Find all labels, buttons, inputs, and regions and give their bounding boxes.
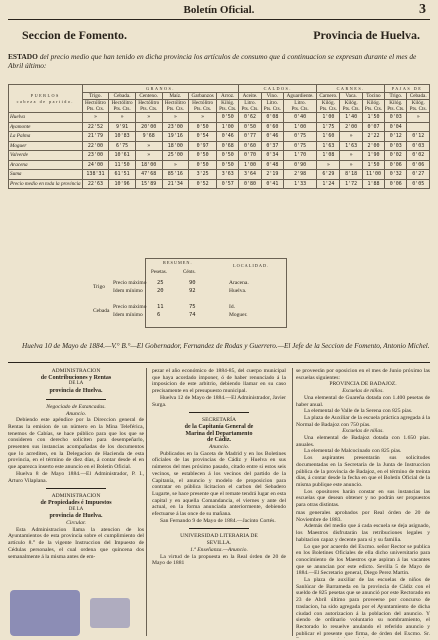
column-4 bbox=[296, 510, 430, 638]
province-title: Provincia de Huelva. bbox=[313, 28, 420, 42]
table-cell: 1'40 bbox=[340, 113, 362, 123]
table-cell: 0'12 bbox=[385, 132, 407, 142]
c2-p5: La virtud de la propuesta en la Real órden de 20 de Mayo de 1881 bbox=[152, 553, 286, 567]
unit-label: Litro. bbox=[266, 100, 279, 106]
row-label: Valverde bbox=[9, 151, 83, 161]
library-stamp bbox=[10, 590, 80, 636]
table-cell: 10'61 bbox=[109, 151, 136, 161]
c3-p2: Una elemental de Guareña dotada con 1.400 pesetas de haber anual. bbox=[296, 394, 430, 408]
col-header-1: Cebada. bbox=[109, 93, 136, 100]
page-number: 3 bbox=[419, 2, 426, 17]
c3-p7: Los aspirantes presentarán sus solicitudes documentadas en la Secretaría de la Junta de Instruccion pública de la provincia de Badajoz, en el término de treinta días, á contar desde la fecha en que el Boletín Oficial de la misma publique este anuncio. bbox=[296, 455, 430, 488]
c1-h4: provincia de Huelva. bbox=[49, 388, 103, 395]
unit-header-3 bbox=[162, 100, 189, 113]
table-cell: 0'06 bbox=[385, 179, 407, 189]
table-cell: 2'00 bbox=[362, 141, 384, 151]
table-cell: 0'50 bbox=[189, 151, 217, 161]
table-cell: 0'08 bbox=[261, 113, 283, 123]
c1-p3: Esta Administracion llama la atencion de los Ayuntamientos de esta provincia sobre el cumplimiento del artículo 8.° de la vigente Instruccion del Impuesto de Cédulas personales, el cual ordena que quincena dos semanalmente á la misma antes de em- bbox=[8, 526, 144, 560]
table-cell: 0'60 bbox=[239, 141, 261, 151]
c2-h5: UNIVERSIDAD LITERARIA DE bbox=[180, 533, 258, 540]
column-divider-2 bbox=[292, 368, 293, 636]
unit-sublabel: Pts. Cts. bbox=[86, 106, 105, 112]
table-cell: 2'22 bbox=[362, 132, 384, 142]
unit-label: Kilóg. bbox=[389, 100, 403, 106]
summary-r1-pesetas: 20 bbox=[157, 288, 164, 294]
unit-label: Hectólitro bbox=[84, 100, 106, 106]
c2-h1: SECRETARÍA bbox=[201, 417, 237, 424]
c2-p4: San Fernando 9 de Mayo de 1884.—Jacinto Cortés. bbox=[160, 517, 276, 524]
col-header-12: Trigo. bbox=[385, 93, 407, 100]
table-cell: 2'19 bbox=[261, 170, 283, 180]
table-cell: 0'62 bbox=[239, 113, 261, 123]
c1-p2: Huelva 8 de Mayo 1884.—El Administrador, P. I., Arturo Vilaplana. bbox=[8, 470, 144, 484]
col-header-5: Arroz. bbox=[217, 93, 239, 100]
table-cell: 3'64 bbox=[239, 170, 261, 180]
summary-trigo-label: Trigo bbox=[93, 284, 106, 290]
col-header-9: Carnero. bbox=[317, 93, 340, 100]
intro-body: del precio medio que han tenido en dicha provincia los artículos de consumo que á continuacion se expresan durante el mes de Abril último: bbox=[8, 52, 417, 70]
table-cell: » bbox=[340, 132, 362, 142]
c2-h4: de Cádiz. bbox=[207, 437, 231, 444]
table-cell: 0'06 bbox=[407, 160, 430, 170]
table-cell: » bbox=[317, 160, 340, 170]
intro-lead: ESTADO bbox=[8, 52, 38, 61]
c1-rule-2 bbox=[46, 488, 106, 489]
table-cell: 1'00 bbox=[239, 160, 261, 170]
table-cell: » bbox=[162, 160, 189, 170]
column-2 bbox=[152, 368, 286, 567]
c2-tag: Anuncio. bbox=[208, 444, 230, 451]
table-row bbox=[9, 179, 430, 189]
table-cell: 0'46 bbox=[217, 132, 239, 142]
c3-p3: La elemental de Valle de la Serena con 825 pías. bbox=[304, 408, 413, 415]
table-cell: 0'70 bbox=[239, 151, 261, 161]
table-row bbox=[9, 160, 430, 170]
table-cell: 0'32 bbox=[385, 170, 407, 180]
c4-p3: Lo que por acuerdo del Excmo. señor Rector se publica en los Boletines Oficiales de ella dicho universitario para conocimiento de los Maestros que aspiran á las vacantes que se anuncian por este edicto. Sevilla 5 de Mayo de 1884.—El Secretario general, Diego Perez Martin. bbox=[296, 543, 430, 577]
table-cell: 10'83 bbox=[109, 132, 136, 142]
table-cell: 19'16 bbox=[162, 132, 189, 142]
table-cell: 1'00 bbox=[284, 122, 317, 132]
table-cell: 1'63 bbox=[317, 141, 340, 151]
c1-h5: ADMINISTRACION bbox=[51, 493, 101, 500]
unit-header-1 bbox=[109, 100, 136, 113]
table-cell: 0'37 bbox=[261, 141, 283, 151]
table-row bbox=[9, 141, 430, 151]
c4-p1: mas generales aprobados por Real órden de 20 de Noviembre de 1883. bbox=[296, 510, 430, 523]
c1-h3: DE LA bbox=[68, 381, 84, 387]
column-3 bbox=[296, 368, 430, 508]
row-label: Moguer bbox=[9, 141, 83, 151]
table-cell: 2'98 bbox=[284, 170, 317, 180]
summary-r0-cents: 90 bbox=[189, 280, 196, 286]
section-title: Seccion de Fomento. bbox=[22, 28, 127, 42]
row-label: Aracena bbox=[9, 160, 83, 170]
col-header-4: Garbanzos bbox=[189, 93, 217, 100]
table-cell: 23'00 bbox=[162, 122, 189, 132]
table-cell: 85'16 bbox=[162, 170, 189, 180]
unit-sublabel: Pts. Cts. bbox=[319, 106, 337, 112]
c2-p1: pezar el año económico de 1884-85, del cuerpo municipal que haya acordado imponer, ó de haber renunciado á la imposicion de este arbitrio, debiendo llamar en su caso precisamente en el presupuesto municipal. bbox=[152, 368, 286, 395]
summary-head-right: LOCALIDAD. bbox=[233, 263, 270, 268]
table-cell: 1'50 bbox=[362, 160, 384, 170]
table-cell: 0'77 bbox=[239, 132, 261, 142]
c4-p2: Además del medio que á cada escuela se deja asignado, los Maestros disfrutarán las retribuciones legales y habitacion capaz y decente para sí y su familia. bbox=[296, 523, 430, 543]
table-cell: 0'40 bbox=[284, 113, 317, 123]
col-header-13: Cebada. bbox=[407, 93, 430, 100]
table-body bbox=[9, 113, 430, 189]
table-cell: » bbox=[340, 151, 362, 161]
table-cell: 1'60 bbox=[317, 132, 340, 142]
unit-label: Hectólitro bbox=[192, 100, 214, 106]
page-header bbox=[8, 4, 430, 16]
unit-sublabel: Pts. Cts. bbox=[291, 106, 309, 112]
table-cell: 0'07 bbox=[362, 122, 384, 132]
table-cell: 20'00 bbox=[135, 122, 162, 132]
table-cell: 0'34 bbox=[261, 151, 283, 161]
summary-max-label-2: Precio máximo bbox=[113, 304, 147, 310]
table-cell: 0'02 bbox=[407, 151, 430, 161]
c3-p6: La elemental de Malcocinado con 825 pías. bbox=[304, 448, 402, 455]
c2-h2: de la Capitanía General de bbox=[184, 423, 254, 430]
table-cell: 6'75 bbox=[109, 141, 136, 151]
summary-min-label-2: Idem mínimo bbox=[113, 312, 143, 318]
unit-sublabel: Pts. Cts. bbox=[263, 106, 281, 112]
table-cell: 0'12 bbox=[407, 132, 430, 142]
table-cell: 1'90 bbox=[362, 151, 384, 161]
table-cell: 0'05 bbox=[407, 179, 430, 189]
c2-p3: Publicados en la Gaceta de Madrid y en los Boletines oficiales de las provincias de Cádiz y Huelva en sus números del mes próximo pasado, citado entre sí estos seis vecinos, se establecen á los vecinos del partido de la Capitanía, el anuncio y modelo de proposicion para contratar en pública licitacion el carbon del Sebadero Lugarte, se hace presente que el remate tendrá lugar en esta capital y en aquella Comandancia, el viernes y ante del actual, en la forma anunciada anteriormente, debiendo efectuarse á las once de su mañana. bbox=[152, 450, 286, 518]
c3-p8: Los opositores harán constar en sus instancias las escuelas que desean obtener y no podrán ser propuestos para otras distintas. bbox=[296, 488, 430, 508]
table-cell: 0'03 bbox=[385, 113, 407, 123]
table-cell: 0'04 bbox=[385, 122, 407, 132]
table-cell: 0'46 bbox=[261, 132, 283, 142]
row-label: Ayamonte bbox=[9, 122, 83, 132]
table-cell: 0'80 bbox=[239, 179, 261, 189]
table-cell: 0'50 bbox=[217, 113, 239, 123]
unit-header-9 bbox=[317, 100, 340, 113]
table-cell: 1'00 bbox=[317, 113, 340, 123]
table-cell: 1'88 bbox=[362, 179, 384, 189]
c1-p1: Debiendo este apéndice por la Direccion general de Rentas la emision de un número en la Mina Teleférica, tenemos de Cabías, se hace público para que los que se consideren con derecho soliciten para desempeñarlo, presenten sus instancias acompañadas de los documentos que lo acrediten, en la Delegacion de Hacienda de esta provincia, en el término de diez días, á contar desde el en que aparezca inserto este anuncio en el Boletín Oficial. bbox=[8, 417, 144, 471]
table-cell: 0'06 bbox=[385, 160, 407, 170]
table-row bbox=[9, 113, 430, 123]
unit-header-2 bbox=[135, 100, 162, 113]
table-cell: » bbox=[109, 113, 136, 123]
unit-sublabel: Pts. Cts. bbox=[140, 106, 158, 112]
unit-header-11 bbox=[362, 100, 384, 113]
table-cell: 61'51 bbox=[109, 170, 136, 180]
table-cell: 1'00 bbox=[217, 122, 239, 132]
body-rule bbox=[8, 362, 430, 363]
c2-rule-2 bbox=[189, 528, 249, 529]
table-cell: 10'96 bbox=[109, 179, 136, 189]
unit-label: Kilóg. bbox=[344, 100, 358, 106]
c2-h6: SEVILLA. bbox=[206, 540, 232, 547]
table-cell bbox=[407, 122, 430, 132]
table-cell: 6'29 bbox=[317, 170, 340, 180]
table-cell: 8'18 bbox=[340, 170, 362, 180]
row-label: La Palma bbox=[9, 132, 83, 142]
unit-label: Hectólitro bbox=[164, 100, 186, 106]
table-cell: 3'63 bbox=[217, 170, 239, 180]
unit-label: Hectólitro bbox=[111, 100, 133, 106]
column-divider-1 bbox=[146, 368, 147, 636]
table-cell: 0'48 bbox=[261, 160, 283, 170]
table-cell: 2'00 bbox=[340, 122, 362, 132]
unit-header-6 bbox=[239, 100, 261, 113]
col-header-6: Aceite. bbox=[239, 93, 261, 100]
unit-label: Kilóg. bbox=[411, 100, 425, 106]
group-row bbox=[9, 85, 430, 93]
table-cell: 22'00 bbox=[82, 141, 109, 151]
table-cell: 18'00 bbox=[135, 160, 162, 170]
summary-r2-cents: 75 bbox=[189, 304, 196, 310]
unit-label: Litro. bbox=[244, 100, 256, 106]
c3-sub1: Escuelas de niños. bbox=[342, 388, 384, 395]
table-row bbox=[9, 151, 430, 161]
table-cell: » bbox=[135, 151, 162, 161]
intro-text bbox=[8, 52, 430, 70]
c3-p4: La plaza de Auxiliar de la escuela práctica agregada á la Normal de Badajoz con 750 pías. bbox=[296, 414, 430, 428]
group-carnes: CARNES. bbox=[317, 85, 385, 93]
unit-header-8 bbox=[284, 100, 317, 113]
c1-tag: Anuncio. bbox=[65, 410, 87, 417]
table-cell: 0'75 bbox=[284, 141, 317, 151]
summary-max-label: Precio máximo bbox=[113, 280, 147, 286]
unit-header-4 bbox=[189, 100, 217, 113]
table-cell: 0'50 bbox=[189, 122, 217, 132]
unit-label: Kilóg. bbox=[366, 100, 381, 106]
summary-r2-pesetas: 11 bbox=[157, 304, 164, 310]
row-label: Suma bbox=[9, 170, 83, 180]
unit-sublabel: Pts. Cts. bbox=[342, 106, 360, 112]
c1-h8: provincia de Huelva. bbox=[49, 513, 103, 520]
table-cell: 22'63 bbox=[82, 179, 109, 189]
row-label: Precio medio en toda la provincia bbox=[10, 180, 81, 187]
summary-min-label: Idem mínimo bbox=[113, 288, 143, 294]
table-cell: 9'68 bbox=[135, 132, 162, 142]
col-header-2: Centeno. bbox=[135, 93, 162, 100]
table-cell: 1'72 bbox=[340, 179, 362, 189]
table-cell: 11'00 bbox=[362, 170, 384, 180]
group-granos: GRANOS. bbox=[82, 85, 239, 93]
summary-r1-cents: 92 bbox=[189, 288, 196, 294]
unit-label: Litro. bbox=[294, 100, 306, 106]
table-cell: » bbox=[162, 113, 189, 123]
table-cell: » bbox=[189, 113, 217, 123]
column-1 bbox=[8, 368, 144, 560]
table-cell: » bbox=[135, 141, 162, 151]
unit-label: Kilóg. bbox=[321, 100, 335, 106]
c1-h7: DE LA bbox=[68, 506, 84, 512]
group-caldos: CALDOS. bbox=[239, 85, 317, 93]
table-cell: 0'68 bbox=[217, 141, 239, 151]
unit-sublabel: Pts. Cts. bbox=[387, 106, 405, 112]
table-cell: 0'02 bbox=[385, 151, 407, 161]
table-cell: » bbox=[135, 113, 162, 123]
table-cell: 1'50 bbox=[362, 113, 384, 123]
col-header-7: Vino. bbox=[261, 93, 283, 100]
c2-h3: Marina del Departamento bbox=[185, 430, 253, 437]
c3-p5: Una elemental de Badajoz dotada con 1.650 pías. anuales. bbox=[296, 435, 430, 448]
signature-line: Huelva 10 de Mayo de 1884.—V.° B.°—El Gobernador, Fernandez de Rodas y Guerrero.—El Jefe de la Seccion de Fomento, Antonio Michel. bbox=[22, 342, 430, 350]
table-cell: 1'08 bbox=[317, 151, 340, 161]
table-cell: 0'54 bbox=[189, 132, 217, 142]
table-cell: 11'50 bbox=[109, 160, 136, 170]
summary-r1-place: Huelva. bbox=[229, 288, 247, 294]
summary-r0-place: Aracena. bbox=[229, 280, 249, 286]
unit-header-0 bbox=[82, 100, 109, 113]
table-row bbox=[9, 170, 430, 180]
table-cell: 1'63 bbox=[340, 141, 362, 151]
summary-r3-cents: 74 bbox=[189, 312, 196, 318]
unit-header-5 bbox=[217, 100, 239, 113]
c3-sub2: Escuelas de niñas. bbox=[342, 428, 384, 435]
table-cell: 15'89 bbox=[135, 179, 162, 189]
header-rule bbox=[8, 19, 430, 20]
table-row bbox=[9, 132, 430, 142]
table-cell: 0'50 bbox=[217, 160, 239, 170]
table-cell: 47'68 bbox=[135, 170, 162, 180]
table-cell: 0'50 bbox=[239, 122, 261, 132]
unit-sublabel: Pts. Cts. bbox=[113, 106, 131, 112]
table-cell: 0'75 bbox=[284, 132, 317, 142]
c3-h1: PROVINCIA DE BADAJOZ. bbox=[329, 381, 397, 388]
table-row bbox=[9, 122, 430, 132]
group-pajas: PAJAS DE bbox=[385, 85, 430, 93]
c1-h6: de Propiedades é Impuestos bbox=[40, 499, 112, 506]
c1-rule bbox=[46, 399, 106, 400]
table-cell: 21'79 bbox=[82, 132, 109, 142]
table-cell: 1'75 bbox=[317, 122, 340, 132]
table-cell: 0'60 bbox=[261, 122, 283, 132]
c2-rule bbox=[189, 412, 249, 413]
summary-r3-pesetas: 6 bbox=[157, 312, 161, 318]
unit-header-12 bbox=[385, 100, 407, 113]
summary-col-pesetas: Pesetas. bbox=[151, 270, 167, 275]
table-cell: 138'31 bbox=[82, 170, 109, 180]
summary-cebada-label: Cebada bbox=[93, 308, 110, 314]
col-header-3: Maíz. bbox=[162, 93, 189, 100]
table-cell: 1'24 bbox=[317, 179, 340, 189]
c2-sub: 1.ª Enseñanza.—Anuncio. bbox=[190, 546, 248, 553]
table-cell: 0'03 bbox=[385, 141, 407, 151]
table-cell: 24'00 bbox=[82, 160, 109, 170]
c3-p1: se proveerán por oposicion en el mes de Junio próximo las escuelas siguientes: bbox=[296, 368, 430, 381]
unit-header-7 bbox=[261, 100, 283, 113]
unit-sublabel: Pts. Cts. bbox=[166, 106, 184, 112]
c1-h2: de Contribuciones y Rentas bbox=[40, 374, 112, 381]
summary-col-cents: Cénts. bbox=[183, 270, 196, 275]
row-label-header bbox=[9, 85, 83, 113]
unit-sublabel: Pts. Cts. bbox=[219, 106, 237, 112]
table-cell: 25'00 bbox=[162, 151, 189, 161]
c1-sub: Negociado de Estancadas. bbox=[46, 403, 106, 410]
col-header-10: Vaca. bbox=[340, 93, 362, 100]
c4-p4: La plaza de auxiliar de las escuelas de niños de Sanlúcar de Barrameda en la provincia de Cádiz con el sueldo de 825 pesetas que se anunció por este Rectorado en 23 de Abril último para proveerse por concurso de traslacion, ha sido agregada por el Ayuntamiento de dicha ciudad con autorizacion á la poblacion del anuncio. Y siendo de ordinario voluntario su nombramiento, el Rectorado lo resuelve anulando el referido anuncio y publicar el presente que firma, de órden del Excmo. Sr. bbox=[296, 577, 430, 637]
table-cell: 0'52 bbox=[189, 179, 217, 189]
table-cell: 1'70 bbox=[284, 151, 317, 161]
c1-tag2: Circular. bbox=[66, 520, 86, 527]
unit-label: Hectólitro bbox=[138, 100, 160, 106]
journal-title: Boletín Oficial. bbox=[183, 4, 255, 16]
table-cell: » bbox=[407, 113, 430, 123]
summary-r3-place: Moguer. bbox=[229, 312, 248, 318]
table-cell: 22'52 bbox=[82, 122, 109, 132]
c1-h1: ADMINISTRACION bbox=[51, 368, 101, 374]
table-cell: 0'50 bbox=[189, 160, 217, 170]
summary-head-left: RESUMEN. bbox=[163, 260, 193, 265]
c2-p2: Huelva 12 de Mayo de 1884.—El Administrador, Javier Surga. bbox=[152, 394, 286, 408]
unit-label: Kilóg. bbox=[221, 100, 235, 106]
table-cell: 0'90 bbox=[284, 160, 317, 170]
table-cell: 9'91 bbox=[109, 122, 136, 132]
table-cell: 0'97 bbox=[189, 141, 217, 151]
unit-header-13 bbox=[407, 100, 430, 113]
unit-header-10 bbox=[340, 100, 362, 113]
row-label: Huelva bbox=[9, 113, 83, 123]
col-header-11: Tocino bbox=[362, 93, 384, 100]
col-header-8: Aguardiente. bbox=[284, 93, 317, 100]
price-table bbox=[8, 84, 430, 189]
table-cell: 1'33 bbox=[284, 179, 317, 189]
table-cell: 18'00 bbox=[162, 141, 189, 151]
unit-sublabel: Pts. Cts. bbox=[409, 106, 427, 112]
table-cell: 0'41 bbox=[261, 179, 283, 189]
summary-r2-place: Id. bbox=[229, 304, 235, 310]
header-cabeza: cabeza de partido. bbox=[16, 98, 74, 104]
unit-sublabel: Pts. Cts. bbox=[194, 106, 212, 112]
table-cell: 0'27 bbox=[407, 170, 430, 180]
table-cell: 0'50 bbox=[217, 151, 239, 161]
library-stamp-2 bbox=[90, 598, 130, 628]
table-cell: 0'57 bbox=[217, 179, 239, 189]
table-cell: 0'03 bbox=[407, 141, 430, 151]
summary-r0-pesetas: 25 bbox=[157, 280, 164, 286]
unit-sublabel: Pts. Cts. bbox=[364, 106, 383, 112]
table-cell: 23'00 bbox=[82, 151, 109, 161]
summary-box bbox=[145, 258, 287, 328]
header-pueblos: PUEBLOS bbox=[30, 92, 60, 98]
col-header-0: Trigo. bbox=[82, 93, 109, 100]
table-cell: » bbox=[340, 160, 362, 170]
table-cell: 21'34 bbox=[162, 179, 189, 189]
table-cell: 3'25 bbox=[189, 170, 217, 180]
unit-sublabel: Pts. Cts. bbox=[241, 106, 259, 112]
table-cell: » bbox=[82, 113, 109, 123]
